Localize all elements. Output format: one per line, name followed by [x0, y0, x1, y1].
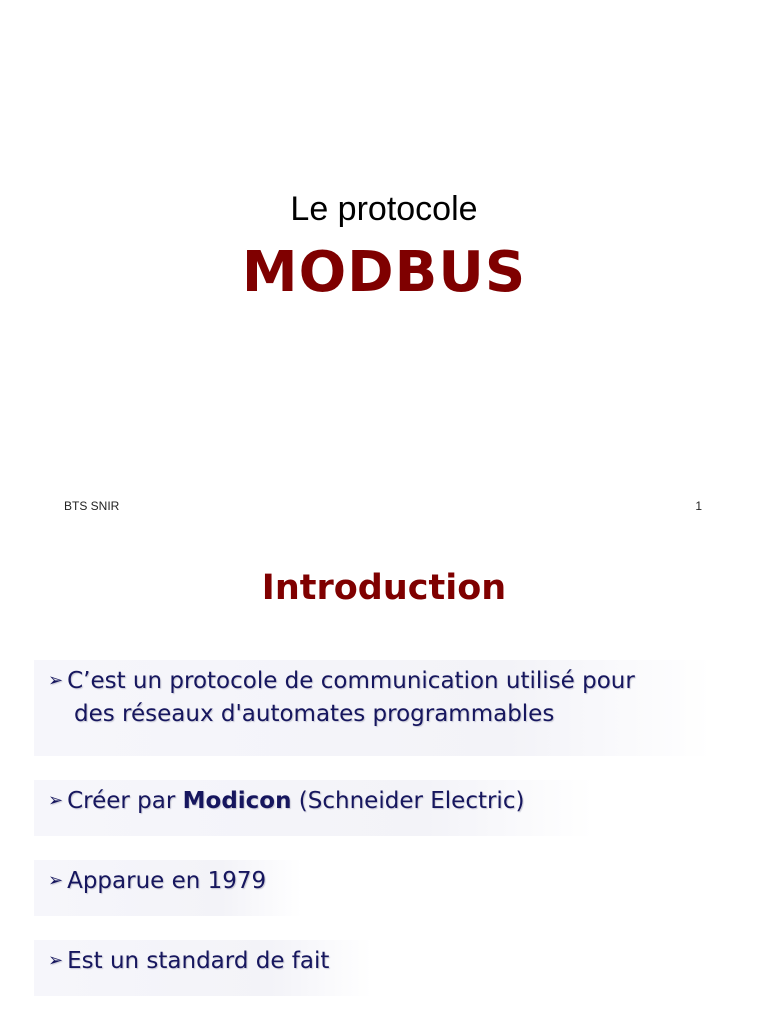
bullet-item — [34, 860, 302, 916]
bullet-text: Créer par — [67, 788, 183, 814]
arrow-bullet-icon: ➢ — [48, 790, 64, 811]
bullet-text: Apparue en 1979 — [67, 868, 267, 894]
slide-subtitle: Le protocole — [290, 190, 478, 228]
bullet-bold-text: Modicon — [182, 788, 292, 814]
bullet-text: C’est un protocole de communication utilisé pour — [67, 668, 635, 694]
slide-main-title: MODBUS — [241, 240, 527, 305]
arrow-bullet-icon: ➢ — [48, 870, 64, 891]
bullet-text: Est un standard de fait — [67, 948, 330, 974]
bullet-item — [34, 940, 372, 996]
footer-label: BTS SNIR — [64, 499, 120, 513]
bullet-item — [34, 660, 712, 756]
slide-introduction — [0, 536, 768, 1024]
bullet-text: (Schneider Electric) — [291, 788, 525, 814]
page-number: 1 — [695, 499, 702, 513]
bullet-item — [34, 780, 594, 836]
arrow-bullet-icon: ➢ — [48, 670, 64, 691]
bullet-text-continued: des réseaux d'automates programmables — [74, 701, 555, 727]
section-title: Introduction — [261, 568, 507, 608]
arrow-bullet-icon: ➢ — [48, 950, 64, 971]
